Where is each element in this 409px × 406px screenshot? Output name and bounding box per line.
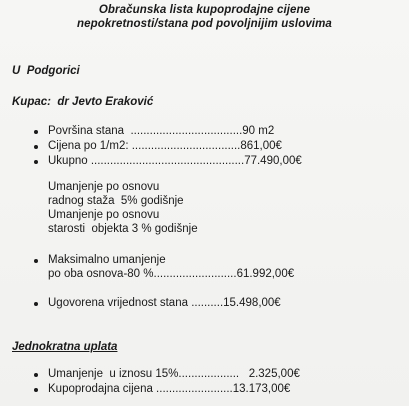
- document-title: [0, 3, 409, 31]
- title-line-1: Obračunska lista kupoprodajne cijene: [98, 4, 311, 16]
- buyer-text: Kupac: dr Jevto Eraković: [12, 96, 154, 108]
- reduction-line-1: Umanjenje po osnovu: [48, 181, 160, 193]
- bullet-icon: [34, 130, 38, 134]
- one-time-heading: Jednokratna uplata: [12, 341, 118, 353]
- item-price-per-m2: Cijena po 1/m2: ..................................861,00€: [48, 140, 282, 152]
- bullet-icon: [34, 373, 38, 377]
- item-area: Površina stana ...................................90 m2: [48, 125, 275, 137]
- purchase-price: Kupoprodajna cijena ........................13.173,00€: [48, 383, 291, 395]
- bullet-icon: [34, 259, 38, 263]
- bullet-icon: [34, 160, 38, 164]
- bullet-icon: [34, 388, 38, 392]
- agreed-value: Ugovorena vrijednost stana ..........15.498,00€: [48, 297, 281, 309]
- reduction-line-4: starosti objekta 3 % godišnje: [48, 223, 198, 235]
- reduction-line-2: radnog staža 5% godišnje: [48, 195, 184, 207]
- title-line-2: nepokretnosti/stana pod povoljnijim uslovima: [77, 18, 332, 30]
- item-total: Ukupno ................................................77.490,00€: [48, 155, 302, 167]
- location-text: U Podgorici: [12, 65, 80, 77]
- bullet-icon: [34, 145, 38, 149]
- bullet-icon: [34, 302, 38, 306]
- max-reduction-line-2: po oba osnova-80 %..........................61.992,00€: [48, 268, 295, 280]
- reduction-line-3: Umanjenje po osnovu: [48, 209, 160, 221]
- one-time-reduction: Umanjenje u iznosu 15%................... 2.325,00€: [48, 368, 300, 380]
- max-reduction-line-1: Maksimalno umanjenje: [48, 254, 166, 266]
